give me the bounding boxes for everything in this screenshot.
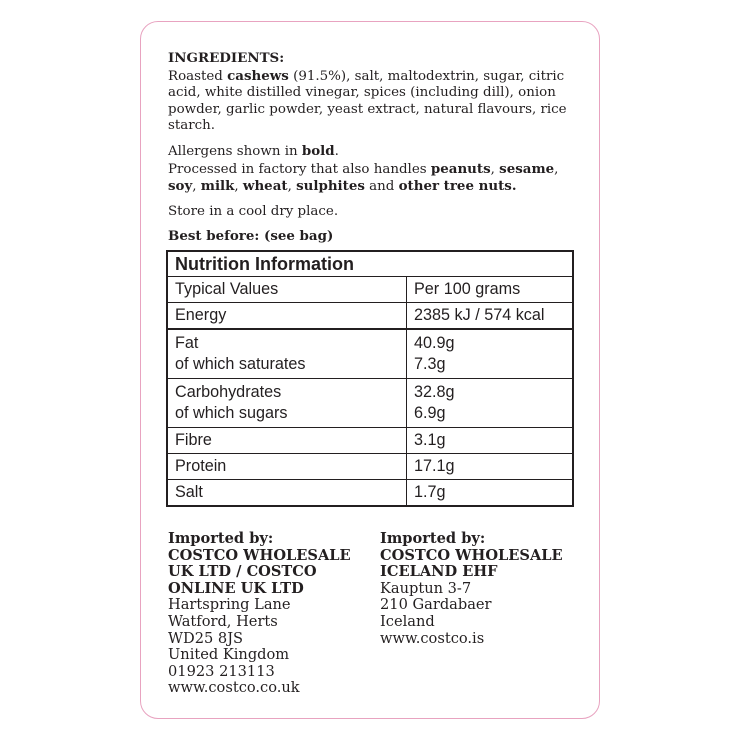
carbohydrate-values	[407, 379, 572, 427]
processed-prefix: Processed in factory that also handles	[168, 161, 431, 177]
allergens-suffix: .	[334, 143, 339, 159]
allergen-other-tree-nuts: other tree nuts.	[398, 178, 517, 195]
per-100g-header: Per 100 grams	[414, 280, 521, 298]
ingredients-text-after: (91.5%), salt, maltodextrin, sugar, citric acid, white distilled vinegar, spices (including dill), onion powder, garlic powder, yeast extract, natural flavours, rice starch.	[168, 68, 567, 134]
table-row	[168, 277, 572, 303]
ingredients-text-before: Roasted	[168, 68, 228, 84]
protein-label: Protein	[168, 454, 407, 479]
ingredients-paragraph	[168, 50, 588, 135]
fat-values	[407, 330, 572, 378]
sugars-label: of which sugars	[175, 404, 288, 422]
table-row	[168, 379, 572, 428]
ingredients-heading: INGREDIENTS:	[168, 50, 285, 66]
storage-text: Store in a cool dry place.	[168, 203, 339, 219]
importer-uk-address-line: Watford, Herts	[168, 612, 278, 630]
importer-iceland	[380, 531, 590, 647]
energy-value: 2385 kJ / 574 kcal	[414, 306, 545, 324]
typical-values-header: Typical Values	[168, 277, 407, 302]
sugars-value: 6.9g	[414, 404, 446, 422]
importer-is-company-line: COSTCO WHOLESALE	[380, 546, 563, 564]
importer-is-website: www.costco.is	[380, 629, 485, 647]
saturates-label: of which saturates	[175, 355, 306, 373]
allergen-peanuts: peanuts	[430, 160, 491, 177]
fibre-label: Fibre	[168, 428, 407, 453]
nutrition-title: Nutrition Information	[168, 252, 572, 277]
separator: ,	[234, 179, 243, 195]
and-word: and	[364, 179, 399, 195]
importer-uk-address-line: United Kingdom	[168, 646, 290, 664]
best-before-text: Best before: (see bag)	[168, 228, 334, 245]
importer-is-address-line: 210 Gardabaer	[380, 596, 492, 614]
importer-uk-company-line: COSTCO WHOLESALE	[168, 546, 351, 564]
table-row	[168, 454, 572, 480]
separator: ,	[287, 179, 297, 195]
table-row	[168, 303, 572, 330]
importer-uk-website: www.costco.co.uk	[168, 679, 300, 697]
importer-is-address-line: Iceland	[380, 612, 435, 630]
table-row	[168, 330, 572, 379]
separator: ,	[192, 179, 201, 195]
saturates-value: 7.3g	[414, 355, 446, 373]
allergens-bold-word: bold	[301, 142, 335, 159]
ingredients-block	[168, 50, 588, 245]
fat-value: 40.9g	[414, 334, 455, 352]
allergen-soy: soy	[168, 178, 193, 195]
importer-is-company-line: ICELAND EHF	[380, 563, 498, 581]
nutrition-table	[166, 250, 574, 507]
importer-is-label: Imported by:	[380, 530, 486, 547]
allergen-sesame: sesame	[499, 160, 555, 177]
carbohydrates-value: 32.8g	[414, 383, 455, 401]
importer-uk-label: Imported by:	[168, 530, 274, 547]
allergen-milk: milk	[200, 178, 235, 195]
importer-uk-address-line: WD25 8JS	[168, 629, 244, 647]
allergens-prefix: Allergens shown in	[168, 143, 302, 159]
importer-uk-address-line: Hartspring Lane	[168, 596, 291, 614]
importer-uk-phone: 01923 213113	[168, 662, 275, 680]
fat-label: Fat	[175, 334, 199, 352]
carbohydrates-label: Carbohydrates	[175, 383, 282, 401]
table-row	[168, 428, 572, 454]
allergen-wheat: wheat	[242, 178, 288, 195]
importer-uk-company-line: UK LTD / COSTCO	[168, 563, 317, 581]
allergens-paragraph	[168, 143, 588, 196]
protein-value: 17.1g	[414, 457, 455, 475]
energy-label: Energy	[168, 303, 407, 328]
carbohydrate-labels	[168, 379, 407, 427]
allergen-sulphites: sulphites	[296, 178, 365, 195]
table-row	[168, 480, 572, 505]
separator: ,	[490, 161, 500, 177]
importer-uk-company-line: ONLINE UK LTD	[168, 579, 304, 597]
salt-value: 1.7g	[414, 483, 446, 501]
importer-uk	[168, 531, 368, 697]
importer-is-address-line: Kauptun 3-7	[380, 579, 472, 597]
separator: ,	[554, 161, 559, 177]
allergen-cashews: cashews	[227, 67, 289, 84]
fibre-value: 3.1g	[414, 431, 446, 449]
salt-label: Salt	[168, 480, 407, 505]
fat-labels	[168, 330, 407, 378]
